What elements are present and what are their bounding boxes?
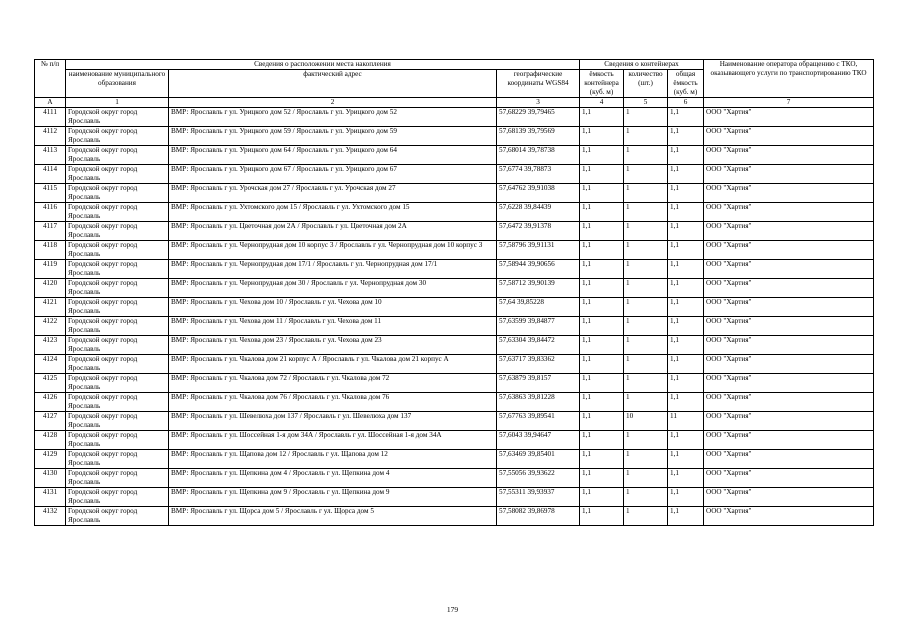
total-cell: 1,1 xyxy=(668,355,704,374)
column-index-row xyxy=(35,98,874,108)
operator-cell: ООО "Хартия" xyxy=(704,184,874,203)
col-index: 2 xyxy=(169,98,497,108)
operator-cell: ООО "Хартия" xyxy=(704,108,874,127)
capacity-cell: 1,1 xyxy=(580,165,624,184)
capacity-cell: 1,1 xyxy=(580,241,624,260)
row-number: 4129 xyxy=(35,450,66,469)
coords-cell: 57,63599 39,84877 xyxy=(497,317,580,336)
header-location-group: Сведения о расположении места накопления xyxy=(66,60,580,70)
municipality-cell: Городской округ город Ярославль xyxy=(66,165,169,184)
address-cell: ВМР: Ярославль г ул. Чехова дом 11 / Ярославль г ул. Чехова дом 11 xyxy=(169,317,497,336)
quantity-cell: 1 xyxy=(624,165,668,184)
row-number: 4117 xyxy=(35,222,66,241)
quantity-cell: 1 xyxy=(624,279,668,298)
capacity-cell: 1,1 xyxy=(580,374,624,393)
coords-cell: 57,6472 39,91378 xyxy=(497,222,580,241)
operator-cell: ООО "Хартия" xyxy=(704,165,874,184)
municipality-cell: Городской округ город Ярославль xyxy=(66,241,169,260)
row-number: 4131 xyxy=(35,488,66,507)
total-cell: 1,1 xyxy=(668,203,704,222)
col-index: 6 xyxy=(668,98,704,108)
header-containers-group: Сведения о контейнерах xyxy=(580,60,704,70)
address-cell: ВМР: Ярославль г ул. Чернопрудная дом 30 / Ярославль г ул. Чернопрудная дом 30 xyxy=(169,279,497,298)
quantity-cell: 1 xyxy=(624,488,668,507)
header-quantity: количество (шт.) xyxy=(624,70,668,98)
total-cell: 1,1 xyxy=(668,488,704,507)
address-cell: ВМР: Ярославль г ул. Цветочная дом 2А / Ярославль г ул. Цветочная дом 2А xyxy=(169,222,497,241)
table-row xyxy=(35,374,874,393)
row-number: 4125 xyxy=(35,374,66,393)
total-cell: 1,1 xyxy=(668,374,704,393)
row-number: 4112 xyxy=(35,127,66,146)
waste-sites-table xyxy=(34,59,874,526)
address-cell: ВМР: Ярославль г ул. Урицкого дом 59 / Ярославль г ул. Урицкого дом 59 xyxy=(169,127,497,146)
table-row xyxy=(35,393,874,412)
table-row xyxy=(35,241,874,260)
operator-cell: ООО "Хартия" xyxy=(704,507,874,526)
operator-cell: ООО "Хартия" xyxy=(704,127,874,146)
total-cell: 1,1 xyxy=(668,336,704,355)
operator-cell: ООО "Хартия" xyxy=(704,241,874,260)
table-row xyxy=(35,222,874,241)
quantity-cell: 1 xyxy=(624,241,668,260)
coords-cell: 57,63717 39,83362 xyxy=(497,355,580,374)
municipality-cell: Городской округ город Ярославль xyxy=(66,469,169,488)
municipality-cell: Городской округ город Ярославль xyxy=(66,203,169,222)
municipality-cell: Городской округ город Ярославль xyxy=(66,374,169,393)
header-address: фактический адрес xyxy=(169,70,497,98)
coords-cell: 57,63469 39,85401 xyxy=(497,450,580,469)
coords-cell: 57,67763 39,89541 xyxy=(497,412,580,431)
municipality-cell: Городской округ город Ярославль xyxy=(66,222,169,241)
coords-cell: 57,64762 39,91038 xyxy=(497,184,580,203)
total-cell: 1,1 xyxy=(668,184,704,203)
row-number: 4119 xyxy=(35,260,66,279)
coords-cell: 57,63304 39,84472 xyxy=(497,336,580,355)
table-row xyxy=(35,431,874,450)
operator-cell: ООО "Хартия" xyxy=(704,317,874,336)
capacity-cell: 1,1 xyxy=(580,336,624,355)
quantity-cell: 1 xyxy=(624,374,668,393)
row-number: 4132 xyxy=(35,507,66,526)
table-header xyxy=(35,60,874,108)
address-cell: ВМР: Ярославль г ул. Чернопрудная дом 17/1 / Ярославль г ул. Чернопрудная дом 17/1 xyxy=(169,260,497,279)
quantity-cell: 1 xyxy=(624,507,668,526)
address-cell: ВМР: Ярославль г ул. Щепкина дом 9 / Ярославль г ул. Щепкина дом 9 xyxy=(169,488,497,507)
quantity-cell: 1 xyxy=(624,450,668,469)
address-cell: ВМР: Ярославль г ул. Ухтомского дом 15 / Ярославль г ул. Ухтомского дом 15 xyxy=(169,203,497,222)
row-number: 4118 xyxy=(35,241,66,260)
quantity-cell: 1 xyxy=(624,393,668,412)
col-index: 5 xyxy=(624,98,668,108)
row-number: 4111 xyxy=(35,108,66,127)
col-index: 7 xyxy=(704,98,874,108)
address-cell: ВМР: Ярославль г ул. Чехова дом 23 / Ярославль г ул. Чехова дом 23 xyxy=(169,336,497,355)
capacity-cell: 1,1 xyxy=(580,108,624,127)
coords-cell: 57,55311 39,93937 xyxy=(497,488,580,507)
table-row xyxy=(35,203,874,222)
coords-cell: 57,63863 39,81228 xyxy=(497,393,580,412)
capacity-cell: 1,1 xyxy=(580,393,624,412)
quantity-cell: 1 xyxy=(624,260,668,279)
municipality-cell: Городской округ город Ярославль xyxy=(66,108,169,127)
row-number: 4115 xyxy=(35,184,66,203)
quantity-cell: 1 xyxy=(624,355,668,374)
address-cell: ВМР: Ярославль г ул. Щапова дом 12 / Ярославль г ул. Щапова дом 12 xyxy=(169,450,497,469)
coords-cell: 57,68229 39,79465 xyxy=(497,108,580,127)
coords-cell: 57,6043 39,94647 xyxy=(497,431,580,450)
quantity-cell: 1 xyxy=(624,203,668,222)
operator-cell: ООО "Хартия" xyxy=(704,279,874,298)
municipality-cell: Городской округ город Ярославль xyxy=(66,507,169,526)
capacity-cell: 1,1 xyxy=(580,355,624,374)
coords-cell: 57,58082 39,86978 xyxy=(497,507,580,526)
municipality-cell: Городской округ город Ярославль xyxy=(66,488,169,507)
header-capacity: ёмкость контейнера (куб. м) xyxy=(580,70,624,98)
total-cell: 1,1 xyxy=(668,241,704,260)
coords-cell: 57,64 39,85228 xyxy=(497,298,580,317)
operator-cell: ООО "Хартия" xyxy=(704,298,874,317)
row-number: 4120 xyxy=(35,279,66,298)
operator-cell: ООО "Хартия" xyxy=(704,146,874,165)
page-number: 179 xyxy=(446,605,459,614)
operator-cell: ООО "Хартия" xyxy=(704,374,874,393)
address-cell: ВМР: Ярославль г ул. Чкалова дом 76 / Ярославль г ул. Чкалова дом 76 xyxy=(169,393,497,412)
table-row xyxy=(35,488,874,507)
coords-cell: 57,6228 39,84439 xyxy=(497,203,580,222)
total-cell: 1,1 xyxy=(668,298,704,317)
total-cell: 1,1 xyxy=(668,317,704,336)
capacity-cell: 1,1 xyxy=(580,412,624,431)
address-cell: ВМР: Ярославль г ул. Урицкого дом 67 / Ярославль г ул. Урицкого дом 67 xyxy=(169,165,497,184)
total-cell: 1,1 xyxy=(668,260,704,279)
row-number: 4126 xyxy=(35,393,66,412)
coords-cell: 57,58712 39,90139 xyxy=(497,279,580,298)
total-cell: 1,1 xyxy=(668,108,704,127)
table-row xyxy=(35,507,874,526)
coords-cell: 57,63879 39,8157 xyxy=(497,374,580,393)
address-cell: ВМР: Ярославль г ул. Чкалова дом 72 / Ярославль г ул. Чкалова дом 72 xyxy=(169,374,497,393)
municipality-cell: Городской округ город Ярославль xyxy=(66,260,169,279)
registry-table-container xyxy=(34,59,873,526)
municipality-cell: Городской округ город Ярославль xyxy=(66,279,169,298)
operator-cell: ООО "Хартия" xyxy=(704,412,874,431)
row-number: 4121 xyxy=(35,298,66,317)
capacity-cell: 1,1 xyxy=(580,431,624,450)
table-row xyxy=(35,260,874,279)
coords-cell: 57,68014 39,78738 xyxy=(497,146,580,165)
operator-cell: ООО "Хартия" xyxy=(704,450,874,469)
operator-cell: ООО "Хартия" xyxy=(704,355,874,374)
operator-cell: ООО "Хартия" xyxy=(704,469,874,488)
municipality-cell: Городской округ город Ярославль xyxy=(66,298,169,317)
quantity-cell: 1 xyxy=(624,146,668,165)
quantity-cell: 1 xyxy=(624,431,668,450)
capacity-cell: 1,1 xyxy=(580,146,624,165)
row-number: 4128 xyxy=(35,431,66,450)
row-number: 4122 xyxy=(35,317,66,336)
row-number: 4127 xyxy=(35,412,66,431)
municipality-cell: Городской округ город Ярославль xyxy=(66,146,169,165)
capacity-cell: 1,1 xyxy=(580,450,624,469)
municipality-cell: Городской округ город Ярославль xyxy=(66,450,169,469)
table-row xyxy=(35,412,874,431)
row-number: 4123 xyxy=(35,336,66,355)
address-cell: ВМР: Ярославль г ул. Шевелюха дом 137 / Ярославль г ул. Шевелюха дом 137 xyxy=(169,412,497,431)
quantity-cell: 1 xyxy=(624,469,668,488)
table-row xyxy=(35,165,874,184)
quantity-cell: 1 xyxy=(624,108,668,127)
quantity-cell: 1 xyxy=(624,298,668,317)
total-cell: 1,1 xyxy=(668,146,704,165)
address-cell: ВМР: Ярославль г ул. Урицкого дом 52 / Ярославль г ул. Урицкого дом 52 xyxy=(169,108,497,127)
table-row xyxy=(35,184,874,203)
municipality-cell: Городской округ город Ярославль xyxy=(66,127,169,146)
table-row xyxy=(35,146,874,165)
municipality-cell: Городской округ город Ярославль xyxy=(66,412,169,431)
header-operator: Наименование оператора обращению с ТКО, оказывающего услуги по транспортированию ТКО xyxy=(704,60,874,98)
address-cell: ВМР: Ярославль г ул. Чернопрудная дом 10 корпус 3 / Ярославль г ул. Чернопрудная дом 10 корпус 3 xyxy=(169,241,497,260)
header-num: № п/п xyxy=(35,60,66,98)
coords-cell: 57,55056 39,93622 xyxy=(497,469,580,488)
table-row xyxy=(35,298,874,317)
total-cell: 1,1 xyxy=(668,393,704,412)
coords-cell: 57,68139 39,79569 xyxy=(497,127,580,146)
row-number: 4113 xyxy=(35,146,66,165)
col-index: А xyxy=(35,98,66,108)
capacity-cell: 1,1 xyxy=(580,260,624,279)
table-row xyxy=(35,450,874,469)
header-municipality: наименование муниципального образования xyxy=(66,70,169,98)
operator-cell: ООО "Хартия" xyxy=(704,431,874,450)
quantity-cell: 1 xyxy=(624,127,668,146)
table-row xyxy=(35,355,874,374)
table-row xyxy=(35,336,874,355)
municipality-cell: Городской округ город Ярославль xyxy=(66,317,169,336)
address-cell: ВМР: Ярославль г ул. Урочская дом 27 / Ярославль г ул. Урочская дом 27 xyxy=(169,184,497,203)
row-number: 4130 xyxy=(35,469,66,488)
col-index: 4 xyxy=(580,98,624,108)
operator-cell: ООО "Хартия" xyxy=(704,203,874,222)
quantity-cell: 1 xyxy=(624,184,668,203)
total-cell: 1,1 xyxy=(668,431,704,450)
capacity-cell: 1,1 xyxy=(580,127,624,146)
total-cell: 1,1 xyxy=(668,279,704,298)
address-cell: ВМР: Ярославль г ул. Чкалова дом 21 корпус А / Ярославль г ул. Чкалова дом 21 корпус А xyxy=(169,355,497,374)
operator-cell: ООО "Хартия" xyxy=(704,336,874,355)
municipality-cell: Городской округ город Ярославль xyxy=(66,355,169,374)
address-cell: ВМР: Ярославль г ул. Урицкого дом 64 / Ярославль г ул. Урицкого дом 64 xyxy=(169,146,497,165)
table-row xyxy=(35,108,874,127)
operator-cell: ООО "Хартия" xyxy=(704,260,874,279)
total-cell: 1,1 xyxy=(668,469,704,488)
total-cell: 1,1 xyxy=(668,127,704,146)
capacity-cell: 1,1 xyxy=(580,203,624,222)
table-row xyxy=(35,279,874,298)
total-cell: 1,1 xyxy=(668,222,704,241)
operator-cell: ООО "Хартия" xyxy=(704,393,874,412)
operator-cell: ООО "Хартия" xyxy=(704,222,874,241)
municipality-cell: Городской округ город Ярославль xyxy=(66,336,169,355)
quantity-cell: 10 xyxy=(624,412,668,431)
municipality-cell: Городской округ город Ярославль xyxy=(66,431,169,450)
quantity-cell: 1 xyxy=(624,336,668,355)
capacity-cell: 1,1 xyxy=(580,317,624,336)
row-number: 4114 xyxy=(35,165,66,184)
capacity-cell: 1,1 xyxy=(580,488,624,507)
table-row xyxy=(35,317,874,336)
municipality-cell: Городской округ город Ярославль xyxy=(66,184,169,203)
address-cell: ВМР: Ярославль г ул. Щорса дом 5 / Ярославль г ул. Щорса дом 5 xyxy=(169,507,497,526)
table-row xyxy=(35,469,874,488)
capacity-cell: 1,1 xyxy=(580,222,624,241)
coords-cell: 57,58796 39,91131 xyxy=(497,241,580,260)
address-cell: ВМР: Ярославль г ул. Шоссейная 1-я дом 34А / Ярославль г ул. Шоссейная 1-я дом 34А xyxy=(169,431,497,450)
municipality-cell: Городской округ город Ярославль xyxy=(66,393,169,412)
capacity-cell: 1,1 xyxy=(580,507,624,526)
table-body xyxy=(35,108,874,526)
row-number: 4116 xyxy=(35,203,66,222)
coords-cell: 57,6774 39,78873 xyxy=(497,165,580,184)
address-cell: ВМР: Ярославль г ул. Щепкина дом 4 / Ярославль г ул. Щепкина дом 4 xyxy=(169,469,497,488)
coords-cell: 57,58944 39,90656 xyxy=(497,260,580,279)
capacity-cell: 1,1 xyxy=(580,279,624,298)
total-cell: 1,1 xyxy=(668,165,704,184)
table-row xyxy=(35,127,874,146)
quantity-cell: 1 xyxy=(624,222,668,241)
header-coords: географические координаты WGS84 xyxy=(497,70,580,98)
total-cell: 1,1 xyxy=(668,450,704,469)
operator-cell: ООО "Хартия" xyxy=(704,488,874,507)
quantity-cell: 1 xyxy=(624,317,668,336)
total-cell: 1,1 xyxy=(668,507,704,526)
capacity-cell: 1,1 xyxy=(580,298,624,317)
header-total: общая ёмкость (куб. м) xyxy=(668,70,704,98)
col-index: 3 xyxy=(497,98,580,108)
col-index: 1 xyxy=(66,98,169,108)
capacity-cell: 1,1 xyxy=(580,184,624,203)
address-cell: ВМР: Ярославль г ул. Чехова дом 10 / Ярославль г ул. Чехова дом 10 xyxy=(169,298,497,317)
row-number: 4124 xyxy=(35,355,66,374)
capacity-cell: 1,1 xyxy=(580,469,624,488)
total-cell: 11 xyxy=(668,412,704,431)
